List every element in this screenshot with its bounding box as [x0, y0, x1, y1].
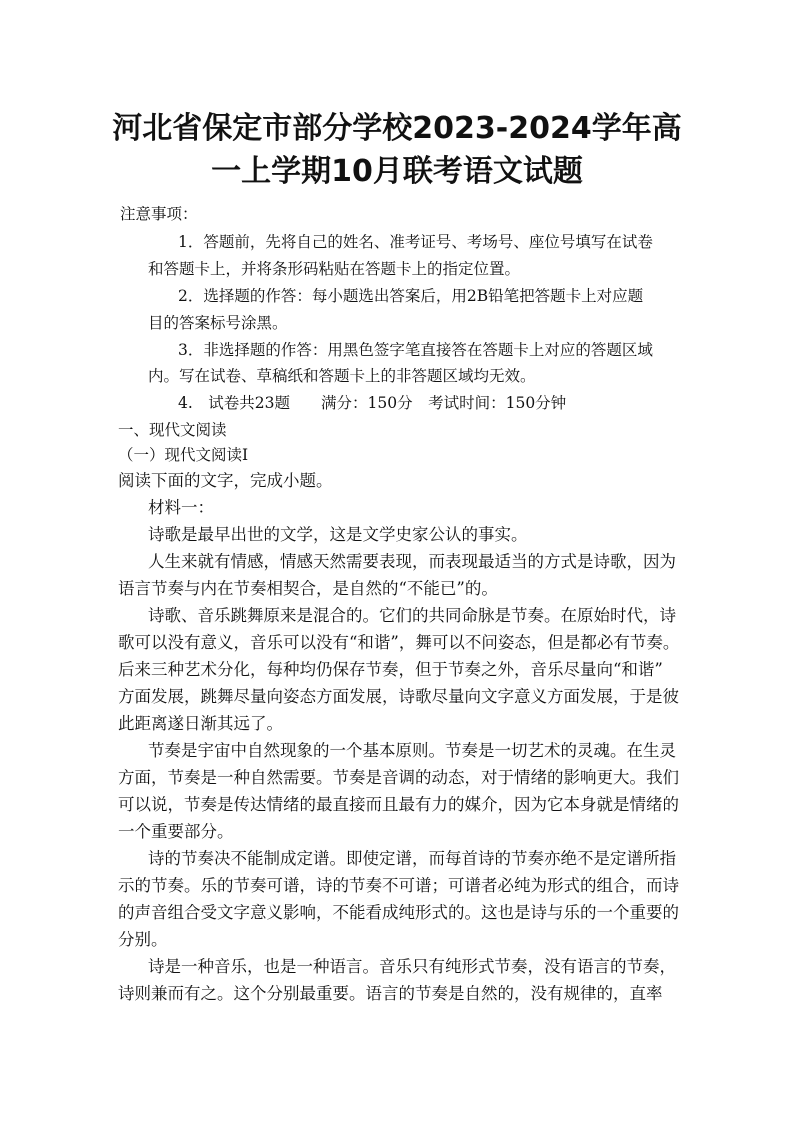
paragraph-line: 分别。 — [118, 930, 168, 949]
notice-item-1-line-1: 1．答题前，先将自己的姓名、准考证号、考场号、座位号填写在试卷 — [178, 233, 653, 251]
notice-item-2-line-1: 2．选择题的作答：每小题选出答案后，用2B铅笔把答题卡上对应题 — [178, 287, 644, 305]
paragraph-line: 诗歌是最早出世的文学，这是文学史家公认的事实。 — [148, 525, 528, 544]
paragraph-line: 方面发展，跳舞尽量向姿态方面发展，诗歌尽量向文字意义方面发展，于是彼 — [118, 687, 679, 706]
reading-instruction: 阅读下面的文字，完成小题。 — [118, 471, 333, 490]
paragraph-line: 的声音组合受文字意义影响，不能看成纯形式的。这也是诗与乐的一个重要的 — [118, 903, 679, 922]
paragraph-line: 诗则兼而有之。这个分别最重要。语言的节奏是自然的，没有规律的，直率 — [118, 984, 663, 1003]
paragraph-line: 示的节奏。乐的节奏可谱，诗的节奏不可谱；可谱者必纯为形式的组合，而诗 — [118, 876, 679, 895]
paragraph-line: 节奏是宇宙中自然现象的一个基本原则。节奏是一切艺术的灵魂。在生灵 — [148, 741, 676, 760]
paragraph-line: 此距离遂日渐其远了。 — [118, 714, 283, 733]
paragraph-line: 可以说，节奏是传达情绪的最直接而且最有力的媒介，因为它本身就是情绪的 — [118, 795, 679, 814]
paragraph-line: 诗的节奏决不能制成定谱。即使定谱，而每首诗的节奏亦绝不是定谱所指 — [148, 849, 676, 868]
paragraph-line: 歌可以没有意义，音乐可以没有“和谐”，舞可以不问姿态，但是都必有节奏。 — [118, 633, 680, 652]
paragraph-line: 语言节奏与内在节奏相契合，是自然的“不能已”的。 — [118, 579, 498, 598]
notice-item-3-line-2: 内。写在试卷、草稿纸和答题卡上的非答题区域均无效。 — [148, 367, 536, 385]
notice-heading: 注意事项： — [120, 205, 198, 223]
paragraph-line: 方面，节奏是一种自然需要。节奏是音调的动态，对于情绪的影响更大。我们 — [118, 768, 679, 787]
paragraph-line: 诗是一种音乐，也是一种语言。音乐只有纯形式节奏，没有语言的节奏， — [148, 957, 676, 976]
document-title-line-1: 河北省保定市部分学校2023-2024学年高 — [112, 111, 682, 146]
section-heading-modern-reading: 一、现代文阅读 — [118, 421, 227, 439]
paragraph-line: 诗歌、音乐跳舞原来是混合的。它们的共同命脉是节奏。在原始时代，诗 — [148, 606, 676, 625]
material-label: 材料一： — [148, 498, 214, 517]
notice-item-3-line-1: 3．非选择题的作答：用黑色签字笔直接答在答题卡上对应的答题区域 — [178, 341, 653, 359]
notice-item-1-line-2: 和答题卡上，并将条形码粘贴在答题卡上的指定位置。 — [148, 260, 521, 278]
paragraph-line: 一个重要部分。 — [118, 822, 234, 841]
subsection-heading-reading-1: （一）现代文阅读Ⅰ — [118, 446, 249, 464]
paragraph-line: 人生来就有情感，情感天然需要表现，而表现最适当的方式是诗歌，因为 — [148, 552, 676, 571]
notice-item-4: 4. 试卷共23题 满分：150分 考试时间：150分钟 — [178, 394, 567, 412]
notice-item-2-line-2: 目的答案标号涂黑。 — [148, 314, 288, 332]
paragraph-line: 后来三种艺术分化，每种均仍保存节奏，但于节奏之外，音乐尽量向“和谐” — [118, 660, 663, 679]
document-title-line-2: 一上学期10月联考语文试题 — [211, 154, 583, 189]
